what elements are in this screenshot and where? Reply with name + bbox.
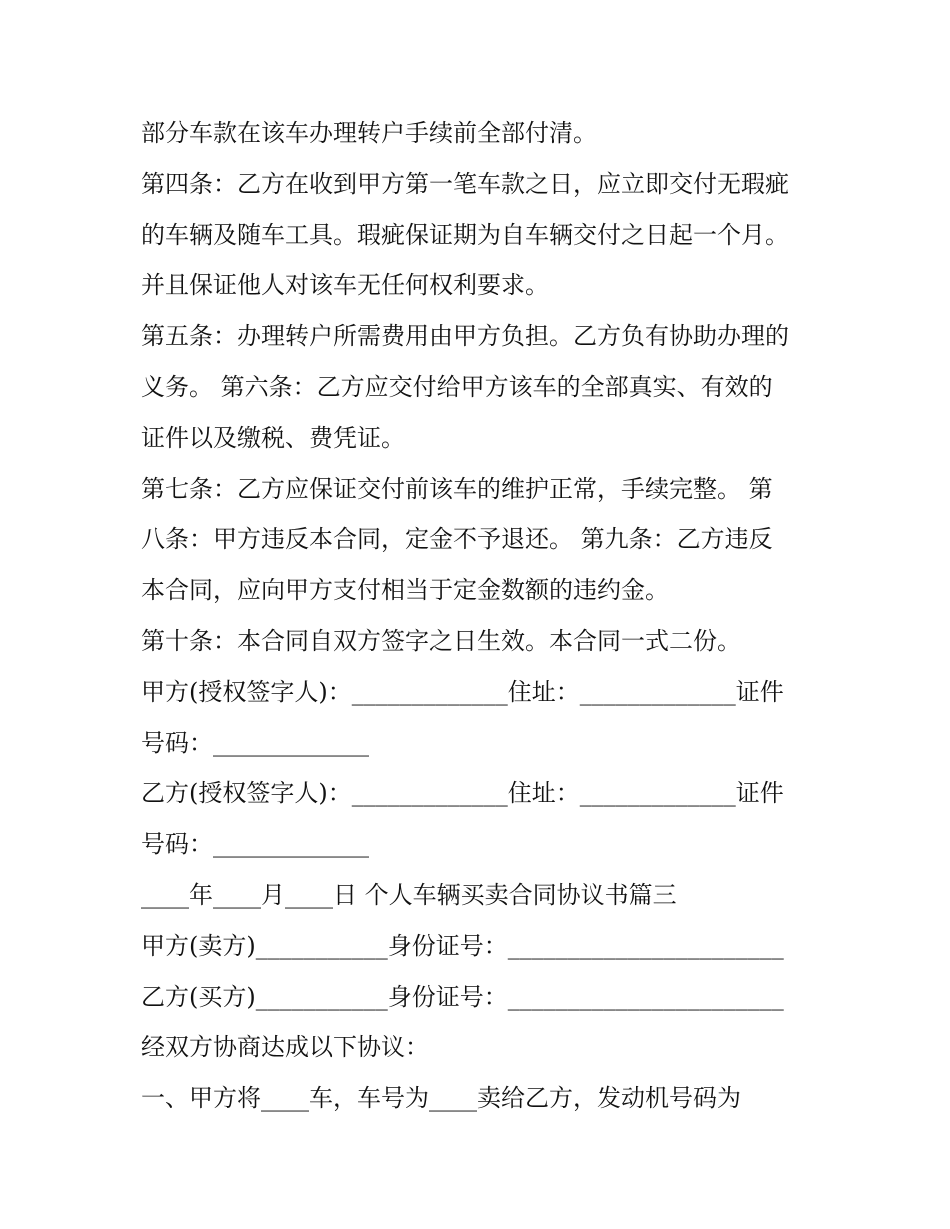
- text-line: 甲方(授权签字人)：_____________住址：_____________证件: [141, 677, 784, 706]
- text-line: 部分车款在该车办理转户手续前全部付清。: [141, 119, 597, 147]
- text-line: 乙方(买方)___________身份证号：_______________________: [141, 982, 784, 1011]
- text-line: 第七条：乙方应保证交付前该车的维护正常，手续完整。 第: [141, 474, 773, 503]
- text-line: 八条：甲方违反本合同，定金不予退还。 第九条：乙方违反: [141, 525, 773, 554]
- text-line: 第十条：本合同自双方签字之日生效。本合同一式二份。: [141, 626, 741, 655]
- text-line: 一、甲方将____车，车号为____卖给乙方，发动机号码为: [141, 1084, 741, 1113]
- text-line: 乙方(授权签字人)：_____________住址：_____________证件: [141, 779, 784, 808]
- text-line: 号码：_____________: [141, 830, 369, 859]
- text-line: 本合同，应向甲方支付相当于定金数额的违约金。: [141, 576, 669, 605]
- text-line: 并且保证他人对该车无任何权利要求。: [141, 271, 549, 300]
- text-line: 义务。 第六条：乙方应交付给甲方该车的全部真实、有效的: [141, 372, 773, 401]
- text-line: 甲方(卖方)___________身份证号：_______________________: [141, 931, 784, 960]
- text-line: 第五条：办理转户所需费用由甲方负担。乙方负有协助办理的: [141, 322, 789, 351]
- text-line: 经双方协商达成以下协议：: [141, 1033, 429, 1062]
- text-line: 号码：_____________: [141, 728, 369, 757]
- text-line: ____年____月____日 个人车辆买卖合同协议书篇三: [141, 880, 677, 909]
- text-line: 第四条：乙方在收到甲方第一笔车款之日，应立即交付无瑕疵: [141, 169, 789, 198]
- contract-text: [141, 108, 821, 1124]
- text-line: 的车辆及随车工具。瑕疵保证期为自车辆交付之日起一个月。: [141, 220, 789, 249]
- text-line: 证件以及缴税、费凭证。: [141, 423, 405, 452]
